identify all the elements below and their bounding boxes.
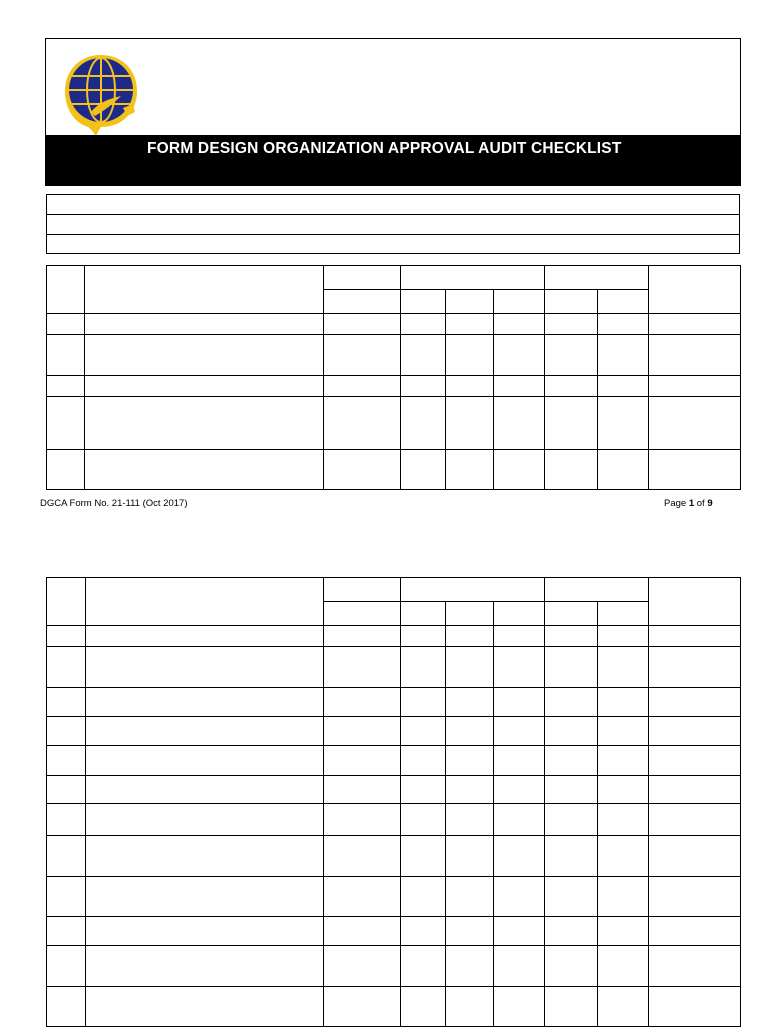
table-row xyxy=(47,917,741,946)
table-row xyxy=(47,804,741,836)
table-row xyxy=(47,376,741,397)
form-title: FORM DESIGN ORGANIZATION APPROVAL AUDIT CHECKLIST xyxy=(147,140,622,157)
table-row xyxy=(47,688,741,717)
table-row xyxy=(47,450,741,490)
table-row xyxy=(47,746,741,776)
table-header-row xyxy=(47,266,741,290)
table-row xyxy=(47,836,741,877)
table-row xyxy=(47,877,741,917)
table-row xyxy=(47,987,741,1027)
form-header xyxy=(45,38,741,186)
checklist-table-page-1 xyxy=(46,265,741,490)
table-row xyxy=(47,717,741,746)
table-row xyxy=(47,647,741,688)
form-number: DGCA Form No. 21-111 (Oct 2017) xyxy=(40,498,188,509)
title-bar xyxy=(46,135,740,185)
table-row xyxy=(47,314,741,335)
table-header-row xyxy=(47,578,741,602)
table-row xyxy=(47,397,741,450)
info-row-divider xyxy=(47,234,739,235)
page-number: Page 1 of 9 xyxy=(664,498,713,509)
table-row xyxy=(47,776,741,804)
table-row xyxy=(47,335,741,376)
table-row xyxy=(47,946,741,987)
info-fields-box xyxy=(46,194,740,254)
dgca-logo-icon xyxy=(61,52,141,137)
table-row xyxy=(47,626,741,647)
checklist-table-page-2 xyxy=(46,577,741,1027)
info-row-divider xyxy=(47,214,739,215)
